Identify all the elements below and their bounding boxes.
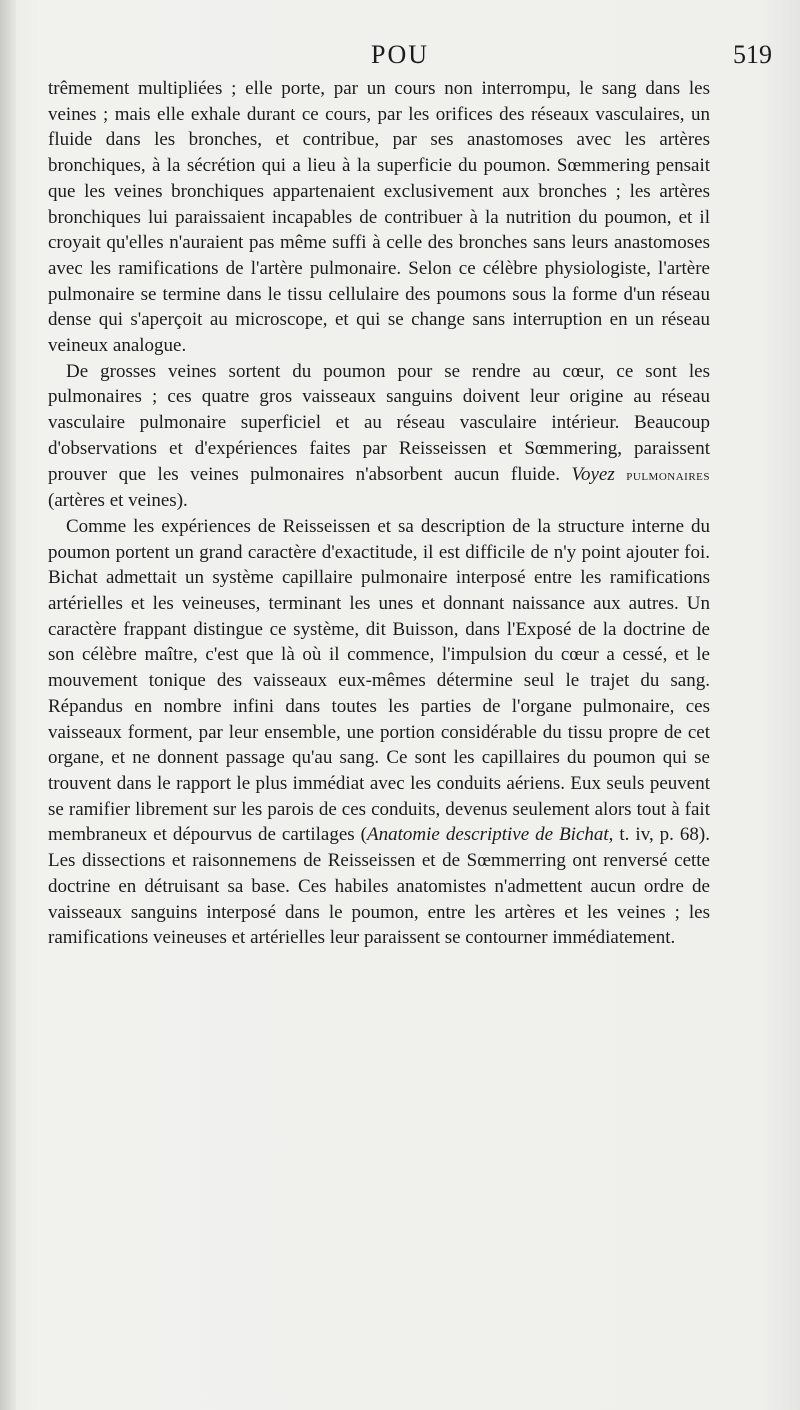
cross-reference: pulmonaires [626,466,710,484]
paragraph-3-tail: , t. iv, p. 68). Les dissections et raisonnemens de Reisseissen et de Sœmmerring ont renversé cette doctrine en détruisant sa base. Ces habiles anatomistes n'admettent aucun ordre de vaisseaux sanguins interposé dans le poumon, entre les artères et les veines ; les ramifications veineuses et artérielles leur paraissent se contourner immédiatement. [48,824,710,949]
paragraph-2-tail: (artères et veines). [48,490,188,512]
paragraph-2-text: De grosses veines sortent du poumon pour se rendre au cœur, ce sont les pulmonaires ; ces quatre gros vaisseaux sanguins doivent leur origine au réseau vasculaire pulmonaire superficiel et au réseau vasculaire intérieur. Beaucoup d'observations et d'expériences faites par Reisseissen et Sœmmering, paraissent prouver que les veines pulmonaires n'absorbent aucun fluide. [48,360,710,485]
page-gutter [0,0,16,1410]
page-number: 519 [733,40,772,69]
paragraph-3-text: Comme les expériences de Reisseissen et sa description de la structure interne du poumon portent un grand caractère d'exactitude, il est difficile de n'y point ajouter foi. Bichat admettait un système capillaire pulmonaire interposé entre les ramifications artérielles et les veineuses, terminant les unes et donnant naissance aux autres. Un caractère frappant distingue ce système, dit Buisson, dans l'Exposé de la doctrine de son célèbre maître, c'est que là où il commence, l'impulsion du cœur a cessé, et le mouvement tonique des vaisseaux eux-mêmes détermine seul le trajet du sang. Répandus en nombre infini dans toutes les parties de l'organe pulmonaire, ces vaisseaux forment, par leur ensemble, une portion considérable du tissu propre de cet organe, et ne donnent passage qu'au sang. Ce sont les capillaires du poumon qui se trouvent dans le rapport le plus immédiat avec les conduits aériens. Eux seuls peuvent se ramifier librement sur les parois de ces conduits, devenus seulement alors tout à fait membraneux et dépourvus de cartilages ( [48,515,710,846]
paragraph-3 [48,514,710,951]
paragraph-1: trêmement multipliées ; elle porte, par un cours non interrompu, le sang dans les veines ; mais elle exhale durant ce cours, par les orifices des réseaux vasculaires, un fluide dans les bronches, et contribue, par ses anastomoses avec les artères bronchiques, à la sécrétion qui a lieu à la superficie du poumon. Sœmmering pensait que les veines bronchiques appartenaient exclusivement aux bronches ; les artères bronchiques lui paraissaient incapables de contribuer à la nutrition du poumon, et il croyait qu'elles n'auraient pas même suffi à celle des bronches sans leurs anastomoses avec les ramifications de l'artère pulmonaire. Selon ce célèbre physiologiste, l'artère pulmonaire se termine dans le tissu cellulaire des poumons sous la forme d'un réseau dense qui s'aperçoit au microscope, et qui se change sans interruption en un réseau veineux analogue. [48,78,710,357]
body-text [48,76,710,951]
paragraph-2 [48,359,710,514]
running-title: POU [370,40,429,69]
citation-title: Anatomie descriptive de Bichat [367,824,609,846]
see-label: Voyez [571,463,615,485]
